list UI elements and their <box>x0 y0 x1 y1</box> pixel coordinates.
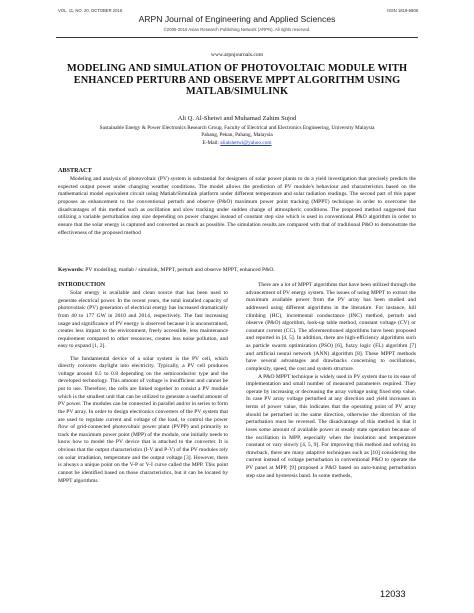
keywords-label: Keywords: <box>58 267 84 273</box>
volume-info: VOL. 11, NO. 20, OCTOBER 2016 <box>58 8 123 13</box>
abstract-body: Modeling and analysis of photovoltaic (PV) system is substantial for designers of solar power plants to do a yield investigation that precisely predicts the expected output power under changing weather conditions. The model allows the prediction of PV module's behaviour and characteristics based on the mathematical model equivalent circuit using Matlab/Simulink platform under different temperature and solar radiation readings. The second part of this paper proposes an enhancement to the conventional perturb and observe (P&O) maximum power point tracking (MPPT) technique in order to overcome the disadvantages of this method such as oscillation and slow tracking under sudden change of atmospheric conditions. The proposed method suggested that utilizing a variable perturbation step size depending on power changes instead of constant step size which is used in conventional P&O algorithm in order to ensure that the solar energy is captured and converted as much as possible. The simulation results are compared with that of traditional P&O to demonstrate the effectiveness of the proposed method <box>58 176 416 236</box>
author-list: Ali Q. Al-Shetwi and Muhamad Zahim Sujod <box>177 115 297 122</box>
page-number: 12033 <box>380 589 406 599</box>
right-column <box>246 282 416 480</box>
email-label: E-Mail: <box>202 139 221 146</box>
body-paragraph: Solar energy is available and clean source that has been used to generate electrical power. In the recent years, the total installed capacity of photovoltaic (PV) generation of electrical energy has increased dramatically from 40 to 177 GW in 2010 and 2014, respectively. The fast increasing usage and significance of PV energy is observed because it is unconstrained, creates less impact to the environment, freely accessible, less maintenance requirement compared to other resources, creates less noise pollution, and easy to expand [1, 2]. <box>58 290 228 350</box>
title-line: MATLAB/SIMULINK <box>185 86 289 97</box>
title-line: ENHANCED PERTURB AND OBSERVE MPPT ALGORITHM USING <box>73 74 401 86</box>
left-column <box>58 282 228 485</box>
keywords <box>58 267 416 275</box>
title-line: MODELING AND SIMULATION OF PHOTOVOLTAIC MODULE WITH <box>66 63 408 74</box>
journal-name: ARPN Journal of Engineering and Applied Sciences <box>138 14 336 24</box>
body-paragraph: The fundamental device of a solar system is the PV cell, which directly converts daylight into electricity. Typically, a PV cell produces voltage around 0.5 to 0.8 depending on the semiconductor type and the developed technology. This amount of voltage is insufficient and cannot be put to use. Therefore, the cells are linked together to consist a PV module which is the smallest unit that can be utilized to generate a useful amount of PV power. The modules can be connected in parallel and/or in series to form the PV array. In order to design electronics converters of the PV system that are used to regulate current and voltage of the load, to control the power flow of grid-connected photovoltaic power plant (PVPP) and primarily to track the maximum power point (MPP) of the module, one initially needs to know how to model the PV device that is attached to the converter. It is obvious that the output characteristics (I-V and P-V) of the PV modules rely on solar irradiation, temperature and the output voltage [3]. However, there is always a unique point on the V-P or V-I curve called the MPP. This point cannot be identified based on those characteristics, but it can be located by MPPT algorithms. <box>58 355 228 484</box>
affiliation-line: Sustainable Energy & Power Electronics Research Group, Faculty of Electrical and Electronics Engineering, University Malaysia <box>99 125 375 131</box>
keywords-text: PV modelling, matlab / simulink, MPPT, perturb and observe MPPT, enhanced P&O. <box>83 267 275 273</box>
copyright-line: ©2006-2016 Asian Research Publishing Network (ARPN). All rights reserved. <box>163 27 311 32</box>
issn-info: ISSN 1819-6608 <box>387 8 418 13</box>
email-link[interactable]: alialshetwi@yahoo.com <box>220 139 272 146</box>
body-paragraph: A P&O MPPT technique is widely used in PV system due to its ease of implementation and small number of measured parameters required. They operate by increasing or decreasing the array voltage using fixed step value. In case PV array voltage perturbed at any direction and yield increases in terms of power value, this indicates that the operating point of PV array should be perturbed in the same direction, otherwise the direction of the perturbation must be reversed. The disadvantage of this method is that it loses some amount of available power at steady state operation because of the oscillation in MPP, especially when the insolation and temperature constant or vary slowly [4, 5, 9]. For improving this method and solving its drawback, there are many adaptive techniques such as [10] considering the current instead of voltage perturbation in conventional P&O to operate the PV panel at MPP, [9] proposed a P&O based on auto-tuning perturbation step size and hysteresis band. In some methods, <box>246 373 416 479</box>
abstract-heading: ABSTRACT <box>58 167 92 174</box>
body-paragraph: There are a lot of MPPT algorithms that have been utilized through the advancement of PV energy system. The issues of using MPPT to extract the maximum available power from the PV array has been studied and addressed using different algorithms in the literature. For instance, hill climbing (HC), incremental conductance (INC) method, perturb and observe (P&O) algorithm, look-up table method, constant voltage (CV) or constant current (CC). The aforementioned algorithms have been proposed and reported in [4, 5]. In addition, there are high-efficiency algorithms such as particle swarm optimization (PSO) [6], fuzzy logic (FL) algorithm [7] and artificial neural network (ANN) algorithm [8]. These MPPT methods have several advantages and drawbacks concerning to oscillations, complexity, speed, the cost and system structure. <box>246 282 416 372</box>
affiliation <box>40 125 434 147</box>
affiliation-line: Pahang, Pekan, Pahang, Malaysia <box>201 132 273 139</box>
header-divider <box>56 37 418 38</box>
paper-title <box>40 63 434 98</box>
email-line <box>40 140 434 147</box>
introduction-heading: INTRODUCTION <box>58 282 106 288</box>
journal-website: www.arpnjournals.com <box>210 52 264 58</box>
